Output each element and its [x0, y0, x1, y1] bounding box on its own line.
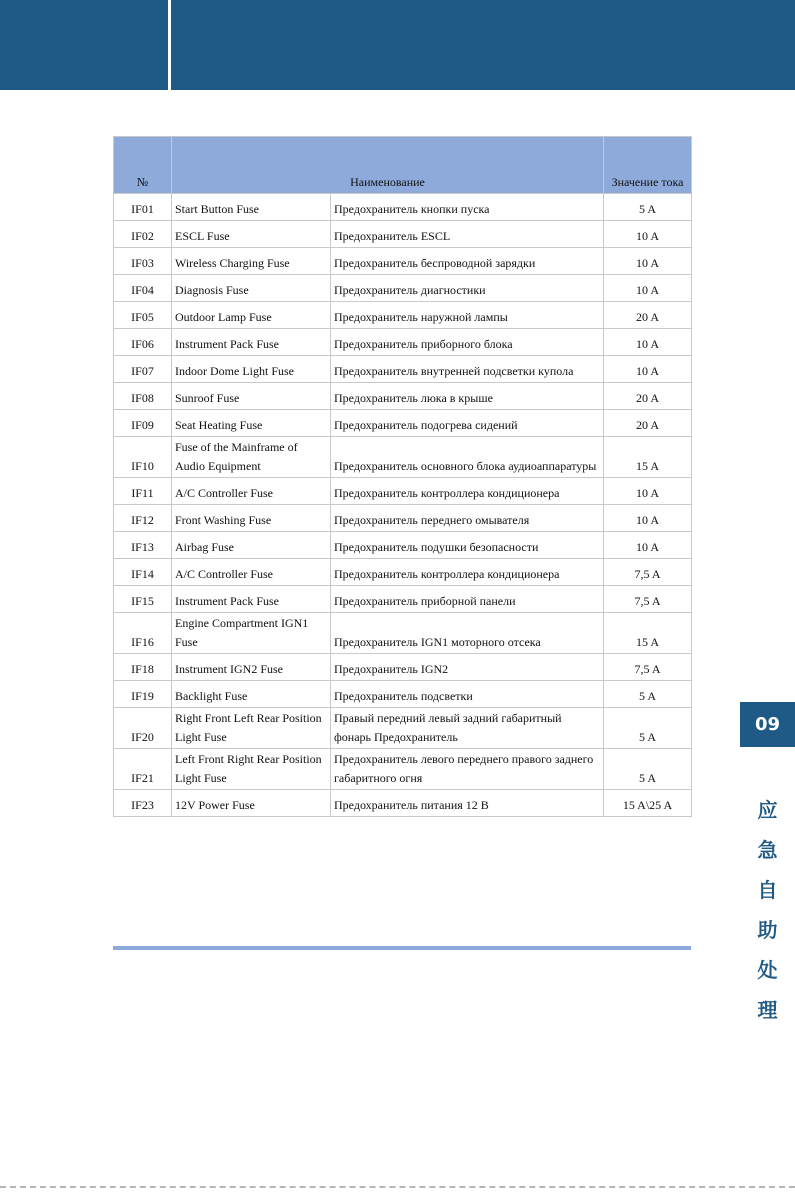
table-row [114, 505, 692, 532]
cell-name-en: Backlight Fuse [172, 681, 331, 708]
cell-current: 20 A [604, 410, 692, 437]
table-row [114, 275, 692, 302]
cell-name-ru: Предохранитель приборного блока [331, 329, 604, 356]
table-row [114, 437, 692, 478]
cell-no: IF14 [114, 559, 172, 586]
cell-no: IF08 [114, 383, 172, 410]
cell-no: IF23 [114, 790, 172, 817]
cell-current: 10 A [604, 532, 692, 559]
cell-no: IF04 [114, 275, 172, 302]
cell-no: IF03 [114, 248, 172, 275]
header-no: № [114, 137, 172, 194]
cell-current: 5 A [604, 749, 692, 790]
cell-no: IF06 [114, 329, 172, 356]
cell-name-en: Indoor Dome Light Fuse [172, 356, 331, 383]
cell-name-ru: Предохранитель диагностики [331, 275, 604, 302]
cell-name-ru: Предохранитель кнопки пуска [331, 194, 604, 221]
cell-name-en: Engine Compartment IGN1 Fuse [172, 613, 331, 654]
cell-name-en: Wireless Charging Fuse [172, 248, 331, 275]
cell-name-ru: Предохранитель ESCL [331, 221, 604, 248]
cell-name-en: 12V Power Fuse [172, 790, 331, 817]
cell-current: 15 A\25 A [604, 790, 692, 817]
cell-name-en: Outdoor Lamp Fuse [172, 302, 331, 329]
cell-name-en: Fuse of the Mainframe of Audio Equipment [172, 437, 331, 478]
table-row [114, 613, 692, 654]
table-row [114, 194, 692, 221]
table-row [114, 586, 692, 613]
cell-name-ru: Предохранитель переднего омывателя [331, 505, 604, 532]
cell-name-ru: Предохранитель подогрева сидений [331, 410, 604, 437]
cell-name-ru: Предохранитель контроллера кондиционера [331, 559, 604, 586]
cell-no: IF20 [114, 708, 172, 749]
table-bottom-bar [113, 946, 691, 950]
table-row [114, 383, 692, 410]
footer-rule [0, 1186, 795, 1188]
table-row [114, 248, 692, 275]
table-row [114, 708, 692, 749]
cell-current: 10 A [604, 505, 692, 532]
section-title-char: 理 [757, 998, 778, 1022]
cell-no: IF02 [114, 221, 172, 248]
cell-name-ru: Предохранитель беспроводной зарядки [331, 248, 604, 275]
cell-name-en: Instrument IGN2 Fuse [172, 654, 331, 681]
cell-name-en: Airbag Fuse [172, 532, 331, 559]
cell-current: 7,5 A [604, 559, 692, 586]
cell-current: 10 A [604, 221, 692, 248]
cell-name-ru: Предохранитель IGN2 [331, 654, 604, 681]
cell-name-ru: Предохранитель подсветки [331, 681, 604, 708]
cell-name-ru: Предохранитель люка в крыше [331, 383, 604, 410]
cell-no: IF01 [114, 194, 172, 221]
table-row [114, 681, 692, 708]
cell-name-en: Start Button Fuse [172, 194, 331, 221]
header-divider [168, 0, 171, 90]
cell-name-ru: Предохранитель приборной панели [331, 586, 604, 613]
cell-name-en: A/C Controller Fuse [172, 559, 331, 586]
table-row [114, 221, 692, 248]
section-title-char: 应 [757, 798, 778, 822]
table-header-row [114, 137, 692, 194]
table-row [114, 749, 692, 790]
cell-name-ru: Предохранитель основного блока аудиоаппаратуры [331, 437, 604, 478]
cell-current: 20 A [604, 383, 692, 410]
table-row [114, 478, 692, 505]
section-title-char: 处 [757, 958, 778, 982]
cell-current: 10 A [604, 275, 692, 302]
cell-current: 10 A [604, 329, 692, 356]
cell-no: IF21 [114, 749, 172, 790]
cell-name-en: A/C Controller Fuse [172, 478, 331, 505]
cell-name-ru: Предохранитель питания 12 В [331, 790, 604, 817]
cell-name-en: Seat Heating Fuse [172, 410, 331, 437]
cell-no: IF10 [114, 437, 172, 478]
cell-current: 10 A [604, 356, 692, 383]
cell-no: IF16 [114, 613, 172, 654]
table-row [114, 532, 692, 559]
table-row [114, 559, 692, 586]
cell-no: IF12 [114, 505, 172, 532]
cell-current: 15 A [604, 437, 692, 478]
cell-current: 15 A [604, 613, 692, 654]
cell-no: IF13 [114, 532, 172, 559]
cell-name-ru: Предохранитель внутренней подсветки купола [331, 356, 604, 383]
table-row [114, 302, 692, 329]
cell-name-ru: Правый передний левый задний габаритный фонарь Предохранитель [331, 708, 604, 749]
table-row [114, 790, 692, 817]
section-title [740, 790, 795, 1030]
cell-no: IF15 [114, 586, 172, 613]
cell-name-ru: Предохранитель подушки безопасности [331, 532, 604, 559]
cell-current: 10 A [604, 478, 692, 505]
cell-no: IF09 [114, 410, 172, 437]
cell-no: IF18 [114, 654, 172, 681]
header-name: Наименование [172, 137, 604, 194]
table-row [114, 329, 692, 356]
cell-name-ru: Предохранитель наружной лампы [331, 302, 604, 329]
header-bar [0, 0, 795, 90]
cell-name-ru: Предохранитель левого переднего правого заднего габаритного огня [331, 749, 604, 790]
section-title-char: 急 [757, 838, 778, 862]
cell-no: IF11 [114, 478, 172, 505]
cell-current: 10 A [604, 248, 692, 275]
cell-name-en: Front Washing Fuse [172, 505, 331, 532]
cell-name-en: Instrument Pack Fuse [172, 329, 331, 356]
section-title-char: 自 [757, 878, 778, 902]
section-number-tab: 09 [740, 702, 795, 747]
cell-name-ru: Предохранитель IGN1 моторного отсека [331, 613, 604, 654]
cell-current: 7,5 A [604, 586, 692, 613]
section-title-char: 助 [757, 918, 778, 942]
cell-current: 5 A [604, 681, 692, 708]
table-row [114, 410, 692, 437]
table-row [114, 654, 692, 681]
cell-no: IF05 [114, 302, 172, 329]
cell-name-en: Sunroof Fuse [172, 383, 331, 410]
cell-name-en: Instrument Pack Fuse [172, 586, 331, 613]
table-row [114, 356, 692, 383]
cell-current: 7,5 A [604, 654, 692, 681]
cell-name-en: Diagnosis Fuse [172, 275, 331, 302]
cell-current: 5 A [604, 194, 692, 221]
cell-current: 20 A [604, 302, 692, 329]
cell-no: IF19 [114, 681, 172, 708]
cell-name-en: Right Front Left Rear Position Light Fuse [172, 708, 331, 749]
fuse-table [113, 136, 692, 817]
cell-name-en: ESCL Fuse [172, 221, 331, 248]
cell-name-ru: Предохранитель контроллера кондиционера [331, 478, 604, 505]
cell-name-en: Left Front Right Rear Position Light Fuse [172, 749, 331, 790]
cell-no: IF07 [114, 356, 172, 383]
header-current: Значение тока [604, 137, 692, 194]
cell-current: 5 A [604, 708, 692, 749]
